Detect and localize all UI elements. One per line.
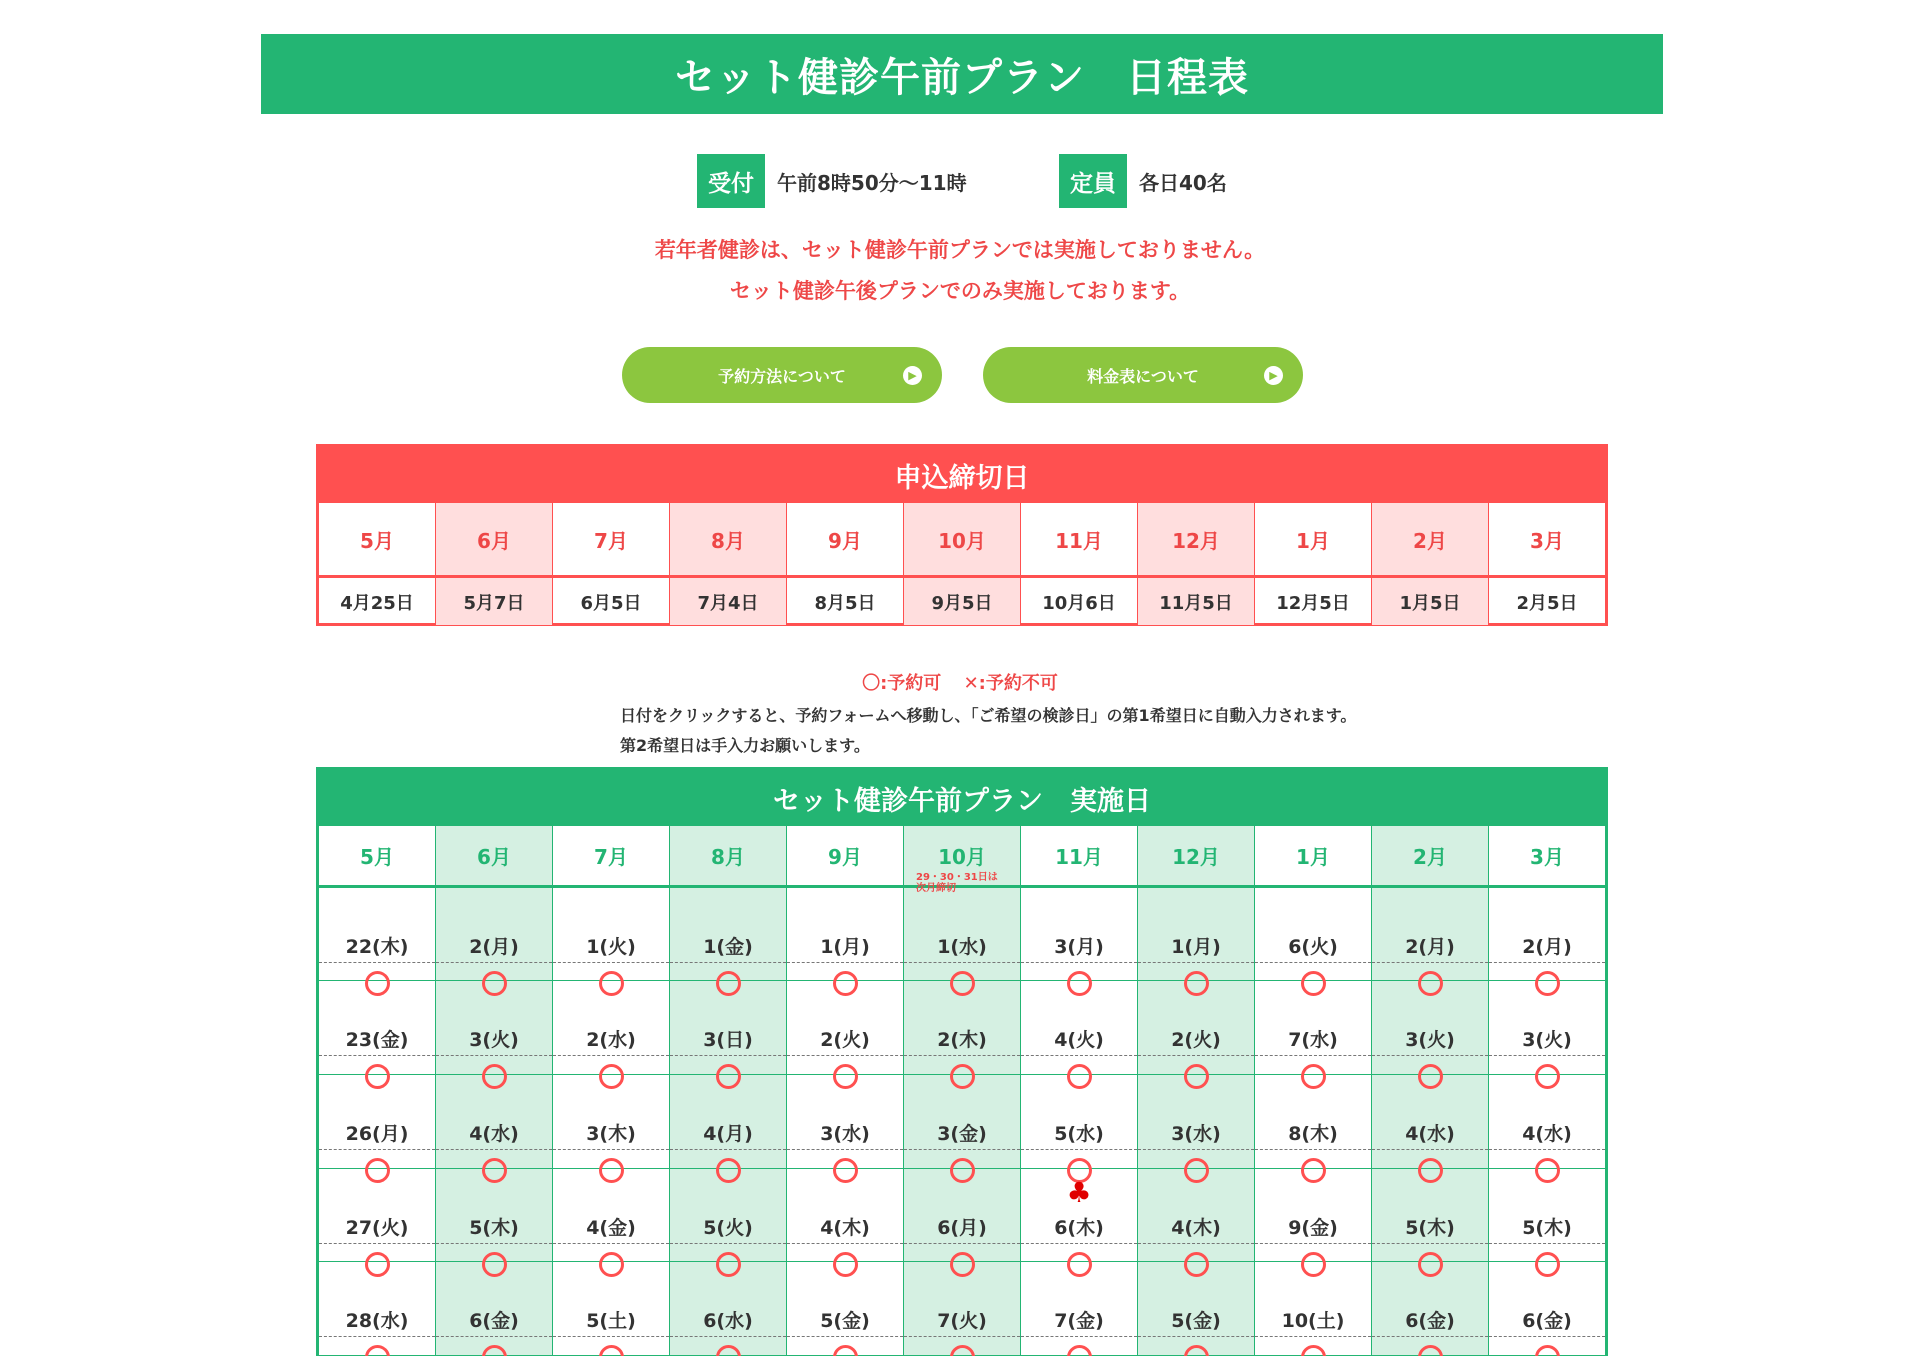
dashed-divider bbox=[670, 1149, 786, 1150]
dashed-divider bbox=[1255, 1243, 1371, 1244]
schedule-date-cell[interactable] bbox=[670, 1075, 786, 1169]
schedule-date-label: 3(金) bbox=[937, 1122, 987, 1145]
schedule-date-label: 5(木) bbox=[469, 1216, 519, 1239]
schedule-date-label: 5(木) bbox=[1405, 1216, 1455, 1239]
available-circle-icon bbox=[1184, 1345, 1209, 1356]
available-circle-icon bbox=[1301, 1345, 1326, 1356]
dashed-divider bbox=[436, 1149, 552, 1150]
schedule-date-label: 2(月) bbox=[1405, 935, 1455, 958]
schedule-month-label: 7月 bbox=[594, 844, 628, 869]
dashed-divider bbox=[1138, 1243, 1254, 1244]
instruction-line-2: 第2希望日は手入力お願いします。 bbox=[620, 736, 870, 755]
schedule-date-cell[interactable] bbox=[436, 1075, 552, 1169]
schedule-date-cell[interactable] bbox=[436, 888, 552, 982]
deadline-month-cell: 2月 bbox=[1371, 503, 1488, 575]
schedule-date-cell[interactable] bbox=[787, 1075, 903, 1169]
legend bbox=[0, 669, 1920, 695]
dashed-divider bbox=[787, 1336, 903, 1337]
schedule-date-cell[interactable] bbox=[787, 981, 903, 1075]
schedule-month-column bbox=[435, 826, 552, 1356]
schedule-date-cell[interactable] bbox=[1255, 981, 1371, 1075]
schedule-date-label: 6(火) bbox=[1288, 935, 1338, 958]
schedule-date-cell[interactable] bbox=[670, 888, 786, 982]
dashed-divider bbox=[787, 1055, 903, 1056]
schedule-date-label: 9(金) bbox=[1288, 1216, 1338, 1239]
available-circle-icon bbox=[1067, 1345, 1092, 1356]
schedule-date-cell[interactable] bbox=[1372, 981, 1488, 1075]
schedule-month-column bbox=[1254, 826, 1371, 1356]
dashed-divider bbox=[1138, 962, 1254, 963]
schedule-month-label: 2月 bbox=[1413, 844, 1447, 869]
deadline-date-cell: 2月5日 bbox=[1488, 578, 1605, 625]
schedule-date-cell[interactable] bbox=[1255, 888, 1371, 982]
dashed-divider bbox=[904, 1243, 1020, 1244]
schedule-date-label: 6(水) bbox=[703, 1310, 753, 1333]
schedule-date-cell[interactable] bbox=[436, 1262, 552, 1356]
dashed-divider bbox=[1372, 1149, 1488, 1150]
schedule-date-label: 6(金) bbox=[1522, 1310, 1572, 1333]
schedule-date-cell[interactable] bbox=[319, 1169, 435, 1263]
dashed-divider bbox=[1489, 1243, 1605, 1244]
dashed-divider bbox=[670, 962, 786, 963]
deadline-date-cell: 12月5日 bbox=[1254, 578, 1371, 625]
dashed-divider bbox=[670, 1243, 786, 1244]
schedule-month-header bbox=[1255, 826, 1371, 888]
schedule-date-label: 3(火) bbox=[1405, 1029, 1455, 1052]
schedule-date-label: 3(火) bbox=[469, 1029, 519, 1052]
schedule-date-cell[interactable] bbox=[787, 1169, 903, 1263]
dashed-divider bbox=[1372, 1055, 1488, 1056]
schedule-date-label: 4(水) bbox=[1522, 1122, 1572, 1145]
dashed-divider bbox=[904, 962, 1020, 963]
reception-info bbox=[697, 154, 967, 208]
schedule-month-label: 3月 bbox=[1530, 844, 1564, 869]
dashed-divider bbox=[1489, 1336, 1605, 1337]
dashed-divider bbox=[1021, 962, 1137, 963]
dashed-divider bbox=[1021, 1243, 1137, 1244]
dashed-divider bbox=[1138, 1149, 1254, 1150]
dashed-divider bbox=[1255, 1149, 1371, 1150]
schedule-date-label: 6(金) bbox=[1405, 1310, 1455, 1333]
schedule-date-label: 2(月) bbox=[1522, 935, 1572, 958]
schedule-date-cell[interactable] bbox=[319, 1262, 435, 1356]
schedule-date-label: 8(木) bbox=[1288, 1122, 1338, 1145]
dashed-divider bbox=[1489, 1055, 1605, 1056]
schedule-date-label: 28(水) bbox=[345, 1310, 409, 1333]
schedule-date-cell[interactable] bbox=[1255, 1262, 1371, 1356]
schedule-date-cell[interactable] bbox=[1372, 888, 1488, 982]
schedule-date-cell[interactable] bbox=[553, 981, 669, 1075]
schedule-date-cell[interactable] bbox=[670, 1169, 786, 1263]
schedule-month-label: 10月 bbox=[938, 844, 986, 869]
schedule-date-label: 4(火) bbox=[1054, 1029, 1104, 1052]
schedule-title: セット健診午前プラン 実施日 bbox=[319, 770, 1605, 826]
schedule-date-label: 27(火) bbox=[345, 1216, 409, 1239]
schedule-date-cell[interactable] bbox=[904, 888, 1020, 982]
schedule-date-label: 4(水) bbox=[1405, 1122, 1455, 1145]
deadline-date-cell: 9月5日 bbox=[903, 578, 1020, 625]
schedule-date-cell[interactable] bbox=[1138, 1262, 1254, 1356]
schedule-date-label: 4(月) bbox=[703, 1122, 753, 1145]
schedule-month-header bbox=[1138, 826, 1254, 888]
schedule-month-label: 8月 bbox=[711, 844, 745, 869]
deadline-title: 申込締切日 bbox=[319, 447, 1605, 503]
dashed-divider bbox=[1255, 962, 1371, 963]
schedule-date-cell[interactable] bbox=[1138, 888, 1254, 982]
notice-line-2: セット健診午後プランでのみ実施しております。 bbox=[729, 279, 1191, 303]
schedule-date-label: 3(水) bbox=[1171, 1122, 1221, 1145]
reception-badge: 受付 bbox=[697, 154, 765, 208]
schedule-date-cell[interactable] bbox=[670, 981, 786, 1075]
schedule-date-label: 3(月) bbox=[1054, 935, 1104, 958]
schedule-date-label: 2(月) bbox=[469, 935, 519, 958]
schedule-date-label: 2(火) bbox=[1171, 1029, 1221, 1052]
dashed-divider bbox=[1372, 962, 1488, 963]
schedule-date-label: 4(水) bbox=[469, 1122, 519, 1145]
schedule-table bbox=[316, 767, 1608, 1356]
schedule-date-cell[interactable] bbox=[787, 1262, 903, 1356]
deadline-date-cell: 5月7日 bbox=[435, 578, 552, 625]
schedule-date-cell[interactable] bbox=[1489, 981, 1605, 1075]
reception-time: 午前8時50分～11時 bbox=[777, 170, 967, 195]
schedule-date-cell[interactable] bbox=[1021, 1262, 1137, 1356]
schedule-date-label: 26(月) bbox=[345, 1122, 409, 1145]
schedule-columns bbox=[319, 826, 1605, 1356]
schedule-month-column bbox=[786, 826, 903, 1356]
capacity-info bbox=[1059, 154, 1227, 208]
dashed-divider bbox=[319, 1149, 435, 1150]
october-note-line-2: 次月締切 bbox=[916, 883, 956, 894]
schedule-month-column bbox=[552, 826, 669, 1356]
deadline-month-row bbox=[319, 503, 1605, 578]
schedule-date-label: 1(月) bbox=[1171, 935, 1221, 958]
reservation-method-label: 予約方法について bbox=[718, 366, 846, 386]
schedule-date-label: 3(水) bbox=[820, 1122, 870, 1145]
schedule-date-cell[interactable] bbox=[1255, 1075, 1371, 1169]
dashed-divider bbox=[1021, 1149, 1137, 1150]
schedule-month-column bbox=[1137, 826, 1254, 1356]
deadline-month-cell: 10月 bbox=[903, 503, 1020, 575]
schedule-month-column bbox=[903, 826, 1020, 1356]
schedule-month-column bbox=[1371, 826, 1488, 1356]
dashed-divider bbox=[436, 1336, 552, 1337]
schedule-date-label: 6(木) bbox=[1054, 1216, 1104, 1239]
schedule-date-cell[interactable] bbox=[553, 1169, 669, 1263]
schedule-date-label: 5(金) bbox=[1171, 1310, 1221, 1333]
available-circle-icon bbox=[1535, 1345, 1560, 1356]
dashed-divider bbox=[1021, 1055, 1137, 1056]
page-title: セット健診午前プラン 日程表 bbox=[261, 34, 1663, 114]
schedule-date-label: 6(金) bbox=[469, 1310, 519, 1333]
schedule-date-label: 5(土) bbox=[586, 1310, 636, 1333]
club-mark-icon: ♣ bbox=[1066, 1175, 1092, 1209]
schedule-date-label: 1(月) bbox=[820, 935, 870, 958]
available-circle-icon bbox=[482, 1345, 507, 1356]
deadline-month-cell: 5月 bbox=[360, 528, 394, 553]
capacity-badge: 定員 bbox=[1059, 154, 1127, 208]
schedule-date-label: 10(土) bbox=[1281, 1310, 1345, 1333]
schedule-date-label: 4(木) bbox=[1171, 1216, 1221, 1239]
schedule-date-label: 3(日) bbox=[703, 1029, 753, 1052]
dashed-divider bbox=[553, 1055, 669, 1056]
schedule-date-cell[interactable] bbox=[319, 888, 435, 982]
dashed-divider bbox=[904, 1149, 1020, 1150]
dashed-divider bbox=[553, 1149, 669, 1150]
schedule-month-header bbox=[1372, 826, 1488, 888]
schedule-date-label: 4(木) bbox=[820, 1216, 870, 1239]
schedule-month-label: 1月 bbox=[1296, 844, 1330, 869]
deadline-date-row bbox=[319, 578, 1605, 625]
deadline-date-cell: 11月5日 bbox=[1137, 578, 1254, 625]
schedule-date-cell[interactable] bbox=[553, 1075, 669, 1169]
available-circle-icon bbox=[950, 1345, 975, 1356]
schedule-date-cell[interactable] bbox=[1021, 1075, 1137, 1169]
fee-table-label: 料金表について bbox=[1087, 366, 1199, 386]
schedule-date-label: 6(月) bbox=[937, 1216, 987, 1239]
schedule-date-cell[interactable] bbox=[904, 1169, 1020, 1263]
dashed-divider bbox=[904, 1336, 1020, 1337]
schedule-date-cell[interactable] bbox=[670, 1262, 786, 1356]
schedule-date-cell[interactable] bbox=[319, 1075, 435, 1169]
schedule-month-header bbox=[1489, 826, 1605, 888]
schedule-date-cell[interactable] bbox=[1021, 981, 1137, 1075]
notice-line-1: 若年者健診は、セット健診午前プランでは実施しておりません。 bbox=[654, 238, 1266, 262]
dashed-divider bbox=[436, 962, 552, 963]
schedule-date-cell[interactable] bbox=[1138, 1075, 1254, 1169]
schedule-month-label: 5月 bbox=[360, 844, 394, 869]
schedule-date-cell[interactable] bbox=[553, 888, 669, 982]
schedule-month-label: 12月 bbox=[1172, 844, 1220, 869]
fee-table-button[interactable] bbox=[983, 347, 1303, 403]
dashed-divider bbox=[319, 1336, 435, 1337]
deadline-month-cell: 9月 bbox=[786, 503, 903, 575]
dashed-divider bbox=[1489, 1149, 1605, 1150]
schedule-date-label: 22(木) bbox=[345, 935, 409, 958]
schedule-date-cell[interactable] bbox=[1138, 1169, 1254, 1263]
schedule-month-header bbox=[436, 826, 552, 888]
schedule-date-label: 2(木) bbox=[937, 1029, 987, 1052]
schedule-month-column bbox=[1020, 826, 1137, 1356]
schedule-date-cell[interactable] bbox=[1021, 888, 1137, 982]
instruction-line-1: 日付をクリックすると、予約フォームへ移動し、「ご希望の検診日」の第1希望日に自動入力されます。 bbox=[620, 706, 1357, 725]
schedule-date-cell[interactable] bbox=[1372, 1075, 1488, 1169]
schedule-month-column bbox=[319, 826, 435, 1356]
deadline-date-cell: 6月5日 bbox=[552, 578, 669, 625]
available-circle-icon bbox=[833, 1345, 858, 1356]
dashed-divider bbox=[553, 962, 669, 963]
schedule-date-label: 3(木) bbox=[586, 1122, 636, 1145]
dashed-divider bbox=[1255, 1336, 1371, 1337]
schedule-month-header bbox=[904, 826, 1020, 894]
schedule-date-cell[interactable] bbox=[904, 1075, 1020, 1169]
schedule-date-label: 7(火) bbox=[937, 1310, 987, 1333]
schedule-date-label: 2(水) bbox=[586, 1029, 636, 1052]
dashed-divider bbox=[1138, 1055, 1254, 1056]
schedule-month-label: 9月 bbox=[828, 844, 862, 869]
schedule-date-label: 2(火) bbox=[820, 1029, 870, 1052]
schedule-month-label: 11月 bbox=[1055, 844, 1103, 869]
available-circle-icon bbox=[365, 1345, 390, 1356]
dashed-divider bbox=[1489, 962, 1605, 963]
deadline-date-cell: 4月25日 bbox=[340, 592, 414, 614]
available-circle-icon bbox=[599, 1345, 624, 1356]
schedule-month-column bbox=[669, 826, 786, 1356]
dashed-divider bbox=[1372, 1336, 1488, 1337]
schedule-date-label: 1(水) bbox=[937, 935, 987, 958]
deadline-date-cell: 10月6日 bbox=[1020, 578, 1137, 625]
schedule-date-cell[interactable] bbox=[553, 1262, 669, 1356]
deadline-table bbox=[316, 444, 1608, 626]
dashed-divider bbox=[1138, 1336, 1254, 1337]
schedule-date-cell[interactable] bbox=[1255, 1169, 1371, 1263]
schedule-month-header bbox=[1021, 826, 1137, 888]
schedule-date-cell[interactable] bbox=[904, 981, 1020, 1075]
schedule-date-cell[interactable] bbox=[319, 981, 435, 1075]
dashed-divider bbox=[787, 962, 903, 963]
schedule-date-cell[interactable] bbox=[436, 981, 552, 1075]
dashed-divider bbox=[787, 1149, 903, 1150]
schedule-month-header bbox=[670, 826, 786, 888]
capacity-value: 各日40名 bbox=[1139, 170, 1227, 195]
schedule-month-header bbox=[787, 826, 903, 888]
deadline-month-cell: 6月 bbox=[435, 503, 552, 575]
schedule-date-label: 4(金) bbox=[586, 1216, 636, 1239]
schedule-date-cell[interactable] bbox=[1138, 981, 1254, 1075]
dashed-divider bbox=[787, 1243, 903, 1244]
schedule-date-label: 5(金) bbox=[820, 1310, 870, 1333]
schedule-date-cell[interactable] bbox=[1489, 888, 1605, 982]
reservation-method-button[interactable] bbox=[622, 347, 942, 403]
deadline-month-cell: 12月 bbox=[1137, 503, 1254, 575]
deadline-month-cell: 11月 bbox=[1020, 503, 1137, 575]
dashed-divider bbox=[319, 1243, 435, 1244]
dashed-divider bbox=[436, 1243, 552, 1244]
arrow-right-circle-icon: ▶ bbox=[903, 366, 922, 385]
schedule-month-header bbox=[553, 826, 669, 888]
dashed-divider bbox=[319, 962, 435, 963]
deadline-month-cell: 8月 bbox=[669, 503, 786, 575]
dashed-divider bbox=[553, 1243, 669, 1244]
legend-unavailable: ✕:予約不可 bbox=[963, 673, 1058, 694]
schedule-date-cell[interactable] bbox=[787, 888, 903, 982]
dashed-divider bbox=[670, 1336, 786, 1337]
deadline-date-cell: 8月5日 bbox=[786, 578, 903, 625]
october-note-line-1: 29・30・31日は bbox=[916, 872, 998, 883]
schedule-date-cell[interactable] bbox=[1489, 1075, 1605, 1169]
schedule-date-label: 23(金) bbox=[345, 1029, 409, 1052]
schedule-date-cell[interactable] bbox=[904, 1262, 1020, 1356]
schedule-date-cell[interactable] bbox=[1489, 1169, 1605, 1263]
legend-available: 〇:予約可 bbox=[862, 673, 942, 694]
dashed-divider bbox=[670, 1055, 786, 1056]
schedule-date-label: 5(火) bbox=[703, 1216, 753, 1239]
schedule-date-cell[interactable] bbox=[1372, 1262, 1488, 1356]
schedule-date-cell[interactable] bbox=[1021, 1169, 1137, 1263]
schedule-date-label: 7(水) bbox=[1288, 1029, 1338, 1052]
schedule-month-label: 6月 bbox=[477, 844, 511, 869]
dashed-divider bbox=[319, 1055, 435, 1056]
schedule-date-label: 5(木) bbox=[1522, 1216, 1572, 1239]
schedule-month-header bbox=[319, 826, 435, 888]
available-circle-icon bbox=[716, 1345, 741, 1356]
schedule-date-label: 1(金) bbox=[703, 935, 753, 958]
schedule-date-label: 1(火) bbox=[586, 935, 636, 958]
dashed-divider bbox=[436, 1055, 552, 1056]
dashed-divider bbox=[1255, 1055, 1371, 1056]
schedule-date-cell[interactable] bbox=[436, 1169, 552, 1263]
schedule-date-cell[interactable] bbox=[1489, 1262, 1605, 1356]
dashed-divider bbox=[1372, 1243, 1488, 1244]
deadline-month-cell: 3月 bbox=[1488, 503, 1605, 575]
schedule-date-label: 7(金) bbox=[1054, 1310, 1104, 1333]
schedule-date-label: 5(水) bbox=[1054, 1122, 1104, 1145]
schedule-date-cell[interactable] bbox=[1372, 1169, 1488, 1263]
dashed-divider bbox=[553, 1336, 669, 1337]
dashed-divider bbox=[1021, 1336, 1137, 1337]
deadline-month-cell: 7月 bbox=[552, 503, 669, 575]
schedule-month-column bbox=[1488, 826, 1605, 1356]
deadline-date-cell: 1月5日 bbox=[1371, 578, 1488, 625]
schedule-date-label: 3(火) bbox=[1522, 1029, 1572, 1052]
dashed-divider bbox=[904, 1055, 1020, 1056]
arrow-right-circle-icon: ▶ bbox=[1264, 366, 1283, 385]
deadline-date-cell: 7月4日 bbox=[669, 578, 786, 625]
deadline-month-cell: 1月 bbox=[1254, 503, 1371, 575]
available-circle-icon bbox=[1418, 1345, 1443, 1356]
